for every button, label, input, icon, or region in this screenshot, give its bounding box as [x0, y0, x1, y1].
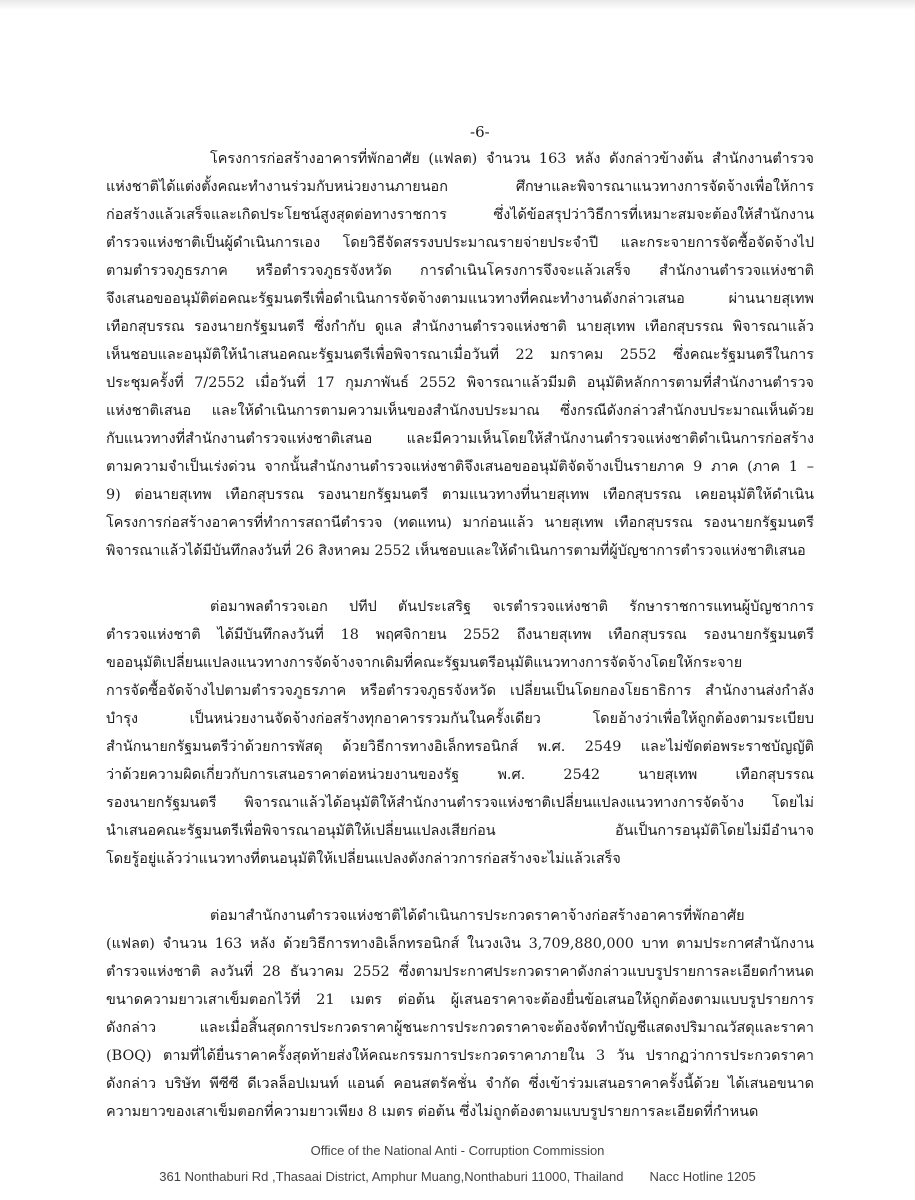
text-line: ขออนุมัติเปลี่ยนแปลงแนวทางการจัดจ้างจากเดิมที่คณะรัฐมนตรีอนุมัติแนวทางการจัดจ้างโดยให้กระจาย: [106, 655, 743, 671]
text-line: ขนาดความยาวเสาเข็มตอกไว้ที่ 21 เมตร ต่อต้น ผู้เสนอราคาจะต้องยื่นข้อเสนอให้ถูกต้องตามแบบรูปรายการ: [106, 992, 814, 1008]
page-top-edge: [0, 0, 915, 10]
text-line: นำเสนอคณะรัฐมนตรีเพื่อพิจารณาอนุมัติให้เปลี่ยนแปลงเสียก่อน อันเป็นการอนุมัติโดยไม่มีอำนาจ: [106, 823, 814, 839]
text-line: โครงการก่อสร้างอาคารที่พักอาศัย (แฟลต) จำนวน 163 หลัง ดังกล่าวข้างต้น สำนักงานตำรวจ: [210, 151, 814, 167]
text-line: โดยรู้อยู่แล้วว่าแนวทางที่ตนอนุมัติให้เปลี่ยนแปลงดังกล่าวการก่อสร้างจะไม่แล้วเสร็จ: [106, 851, 621, 867]
footer-contact: [0, 1168, 915, 1186]
text-line: จึงเสนอขออนุมัติต่อคณะรัฐมนตรีเพื่อดำเนินการจัดจ้างตามแนวทางที่คณะทำงานดังกล่าวเสนอ ผ่านนายสุเทพ: [106, 291, 814, 307]
footer-hotline: Nacc Hotline 1205: [649, 1169, 756, 1184]
text-line: ประชุมครั้งที่ 7/2552 เมื่อวันที่ 17 กุมภาพันธ์ 2552 พิจารณาแล้วมีมติ อนุมัติหลักการตามที่สำนักงานตำรวจ: [106, 375, 814, 391]
text-line: (BOQ) ตามที่ได้ยื่นราคาครั้งสุดท้ายส่งให้คณะกรรมการประกวดราคาภายใน 3 วัน ปรากฏว่าการประกวดราคา: [106, 1048, 814, 1064]
text-line: ต่อมาสำนักงานตำรวจแห่งชาติได้ดำเนินการประกวดราคาจ้างก่อสร้างอาคารที่พักอาศัย: [210, 908, 745, 924]
paragraph: [106, 145, 814, 565]
text-line: ตามความจำเป็นเร่งด่วน จากนั้นสำนักงานตำรวจแห่งชาติจึงเสนอขออนุมัติจัดจ้างเป็นรายภาค 9 ภาค (ภาค 1 –: [106, 459, 814, 475]
footer-office-name: Office of the National Anti - Corruption Commission: [310, 1143, 605, 1158]
text-line: บำรุง เป็นหน่วยงานจัดจ้างก่อสร้างทุกอาคารรวมกันในครั้งเดียว โดยอ้างว่าเพื่อให้ถูกต้องตามระเบียบ: [106, 711, 814, 727]
text-line: รองนายกรัฐมนตรี พิจารณาแล้วได้อนุมัติให้สำนักงานตำรวจแห่งชาติเปลี่ยนแปลงแนวทางการจัดจ้าง โดยไม่: [106, 795, 814, 811]
footer-address: 361 Nonthaburi Rd ,Thasaai District, Amphur Muang,Nonthaburi 11000, Thailand: [159, 1169, 624, 1184]
text-line: ดังกล่าว และเมื่อสิ้นสุดการประกวดราคาผู้ชนะการประกวดราคาจะต้องจัดทำบัญชีแสดงปริมาณวัสดุและราคา: [106, 1020, 814, 1036]
text-line: การจัดซื้อจัดจ้างไปตามตำรวจภูธรภาค หรือตำรวจภูธรจังหวัด เปลี่ยนเป็นโดยกองโยธาธิการ สำนักงานส่งกำลัง: [106, 683, 814, 699]
text-line: แห่งชาติได้แต่งตั้งคณะทำงานร่วมกับหน่วยงานภายนอก ศึกษาและพิจารณาแนวทางการจัดจ้างเพื่อให้การ: [106, 179, 814, 195]
text-line: สำนักนายกรัฐมนตรีว่าด้วยการพัสดุ ด้วยวิธีการทางอิเล็กทรอนิกส์ พ.ศ. 2549 และไม่ขัดต่อพระราชบัญญัติ: [106, 739, 814, 755]
text-line: เทือกสุบรรณ รองนายกรัฐมนตรี ซึ่งกำกับ ดูแล สำนักงานตำรวจแห่งชาติ นายสุเทพ เทือกสุบรรณ พิจารณาแล้ว: [106, 319, 814, 335]
text-line: เห็นชอบและอนุมัติให้นำเสนอคณะรัฐมนตรีเพื่อพิจารณาเมื่อวันที่ 22 มกราคม 2552 ซึ่งคณะรัฐมนตรีในการ: [106, 347, 814, 363]
text-line: 9) ต่อนายสุเทพ เทือกสุบรรณ รองนายกรัฐมนตรี ตามแนวทางที่นายสุเทพ เทือกสุบรรณ เคยอนุมัติให้ดำเนิน: [106, 487, 814, 503]
text-line: พิจารณาแล้วได้มีบันทึกลงวันที่ 26 สิงหาคม 2552 เห็นชอบและให้ดำเนินการตามที่ผู้บัญชาการตำรวจแห่งชาติเสนอ: [106, 543, 806, 559]
text-line: ตำรวจแห่งชาติเป็นผู้ดำเนินการเอง โดยวิธีจัดสรรงบประมาณรายจ่ายประจำปี และกระจายการจัดซื้อจัดจ้างไป: [106, 235, 814, 251]
text-line: ตำรวจแห่งชาติ ลงวันที่ 28 ธันวาคม 2552 ซึ่งตามประกาศประกวดราคาดังกล่าวแบบรูปรายการละเอียดกำหนด: [106, 964, 814, 980]
text-line: ดังกล่าว บริษัท พีซีซี ดีเวลล็อปเมนท์ แอนด์ คอนสตรัคชั่น จำกัด ซึ่งเข้าร่วมเสนอราคาครั้งนี้ด้วย ได้เสนอขนาด: [106, 1076, 814, 1092]
text-line: ความยาวของเสาเข็มตอกที่ความยาวเพียง 8 เมตร ต่อต้น ซึ่งไม่ถูกต้องตามแบบรูปรายการละเอียดที่กำหนด: [106, 1104, 759, 1120]
text-line: โครงการก่อสร้างอาคารที่ทำการสถานีตำรวจ (ทดแทน) มาก่อนแล้ว นายสุเทพ เทือกสุบรรณ รองนายกรัฐมนตรี: [106, 515, 814, 531]
text-line: ว่าด้วยความผิดเกี่ยวกับการเสนอราคาต่อหน่วยงานของรัฐ พ.ศ. 2542 นายสุเทพ เทือกสุบรรณ: [106, 767, 814, 783]
text-line: ต่อมาพลตำรวจเอก ปทีป ตันประเสริฐ จเรตำรวจแห่งชาติ รักษาราชการแทนผู้บัญชาการ: [210, 599, 814, 615]
text-line: กับแนวทางที่สำนักงานตำรวจแห่งชาติเสนอ และมีความเห็นโดยให้สำนักงานตำรวจแห่งชาติดำเนินการก่อสร้าง: [106, 431, 814, 447]
text-line: แห่งชาติเสนอ และให้ดำเนินการตามความเห็นของสำนักงบประมาณ ซึ่งกรณีดังกล่าวสำนักงบประมาณเห็นด้วย: [106, 403, 814, 419]
paragraph: [106, 593, 814, 873]
paragraph: [106, 902, 814, 1126]
page-number: -6-: [470, 123, 490, 141]
text-line: ก่อสร้างแล้วเสร็จและเกิดประโยชน์สูงสุดต่อทางราชการ ซึ่งได้ข้อสรุปว่าวิธีการที่เหมาะสมจะต้องให้สำนักงาน: [106, 207, 814, 223]
text-line: (แฟลต) จำนวน 163 หลัง ด้วยวิธีการทางอิเล็กทรอนิกส์ ในวงเงิน 3,709,880,000 บาท ตามประกาศสำนักงาน: [106, 936, 814, 952]
text-line: ตามตำรวจภูธรภาค หรือตำรวจภูธรจังหวัด การดำเนินโครงการจึงจะแล้วเสร็จ สำนักงานตำรวจแห่งชาติ: [106, 263, 814, 279]
text-line: ตำรวจแห่งชาติ ได้มีบันทึกลงวันที่ 18 พฤศจิกายน 2552 ถึงนายสุเทพ เทือกสุบรรณ รองนายกรัฐมนตรี: [106, 627, 814, 643]
